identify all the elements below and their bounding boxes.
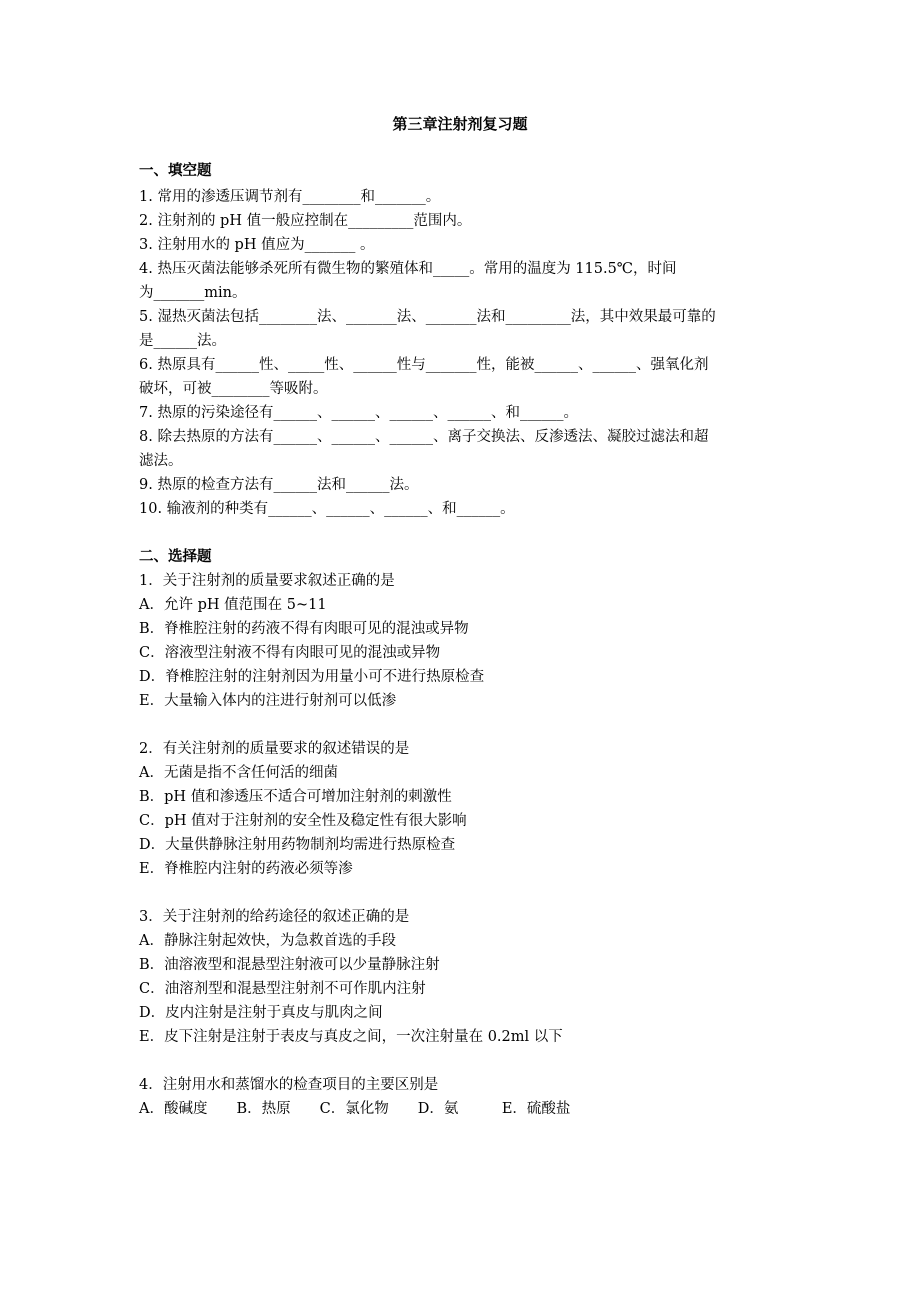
question-stem: 2．有关注射剂的质量要求的叙述错误的是 <box>139 741 410 757</box>
question-option: D．脊椎腔注射的注射剂因为用量小可不进行热原检查 <box>139 669 485 685</box>
fill-blank-line: 3. 注射用水的 pH 值应为_______ 。 <box>139 237 375 253</box>
fill-blank-line: 2. 注射剂的 pH 值一般应控制在_________范围内。 <box>139 213 472 229</box>
fill-blank-line: 7. 热原的污染途径有______、______、______、______、和______。 <box>139 405 578 421</box>
page-title: 第三章注射剂复习题 <box>392 115 528 133</box>
fill-blank-line: 6. 热原具有______性、_____性、______性与_______性，能被______、______、强氧化剂 <box>139 357 709 373</box>
fill-blank-line: 4. 热压灭菌法能够杀死所有微生物的繁殖体和_____。常用的温度为 115.5℃，时间 <box>139 261 677 277</box>
question-stem: 3．关于注射剂的给药途径的叙述正确的是 <box>139 909 410 925</box>
question-option: E．脊椎腔内注射的药液必须等渗 <box>139 861 353 877</box>
fill-blank-line: 9. 热原的检查方法有______法和______法。 <box>139 477 419 493</box>
question-option: A．静脉注射起效快，为急救首选的手段 <box>139 933 396 949</box>
fill-blank-line: 滤法。 <box>139 453 183 469</box>
question-option: E．大量输入体内的注进行射剂可以低渗 <box>139 693 397 709</box>
question-option: B．油溶液型和混悬型注射液可以少量静脉注射 <box>139 957 440 973</box>
question-option: D．大量供静脉注射用药物制剂均需进行热原检查 <box>139 837 456 853</box>
fill-blank-line: 5. 湿热灭菌法包括________法、_______法、_______法和_________法，其中效果最可靠的 <box>139 309 716 325</box>
question-stem: 4．注射用水和蒸馏水的检查项目的主要区别是 <box>139 1077 439 1093</box>
question-option: A．无菌是指不含任何活的细菌 <box>139 765 338 781</box>
section-heading-fill-blank: 一、填空题 <box>139 162 212 179</box>
section-heading-multiple-choice: 二、选择题 <box>139 548 212 565</box>
question-option: D．皮内注射是注射于真皮与肌肉之间 <box>139 1005 383 1021</box>
fill-blank-line: 8. 除去热原的方法有______、______、______、离子交换法、反渗透法、凝胶过滤法和超 <box>139 429 709 445</box>
question-options-inline: A．酸碱度 B．热原 C．氯化物 D．氨 E．硫酸盐 <box>139 1101 571 1117</box>
fill-blank-line: 为_______min。 <box>139 285 247 301</box>
question-stem: 1．关于注射剂的质量要求叙述正确的是 <box>139 573 395 589</box>
question-option: E．皮下注射是注射于表皮与真皮之间，一次注射量在 0.2ml 以下 <box>139 1029 563 1045</box>
question-option: B．pH 值和渗透压不适合可增加注射剂的刺激性 <box>139 789 452 805</box>
question-option: C．油溶剂型和混悬型注射剂不可作肌内注射 <box>139 981 426 997</box>
question-option: C．pH 值对于注射剂的安全性及稳定性有很大影响 <box>139 813 467 829</box>
question-option: A．允许 pH 值范围在 5~11 <box>139 597 327 613</box>
fill-blank-line: 破坏，可被________等吸附。 <box>139 381 328 397</box>
question-option: B．脊椎腔注射的药液不得有肉眼可见的混浊或异物 <box>139 621 469 637</box>
question-option: C．溶液型注射液不得有肉眼可见的混浊或异物 <box>139 645 441 661</box>
fill-blank-line: 是______法。 <box>139 333 226 349</box>
fill-blank-line: 1. 常用的渗透压调节剂有________和_______。 <box>139 189 441 205</box>
fill-blank-line: 10. 输液剂的种类有______、______、______、和______。 <box>139 501 515 517</box>
